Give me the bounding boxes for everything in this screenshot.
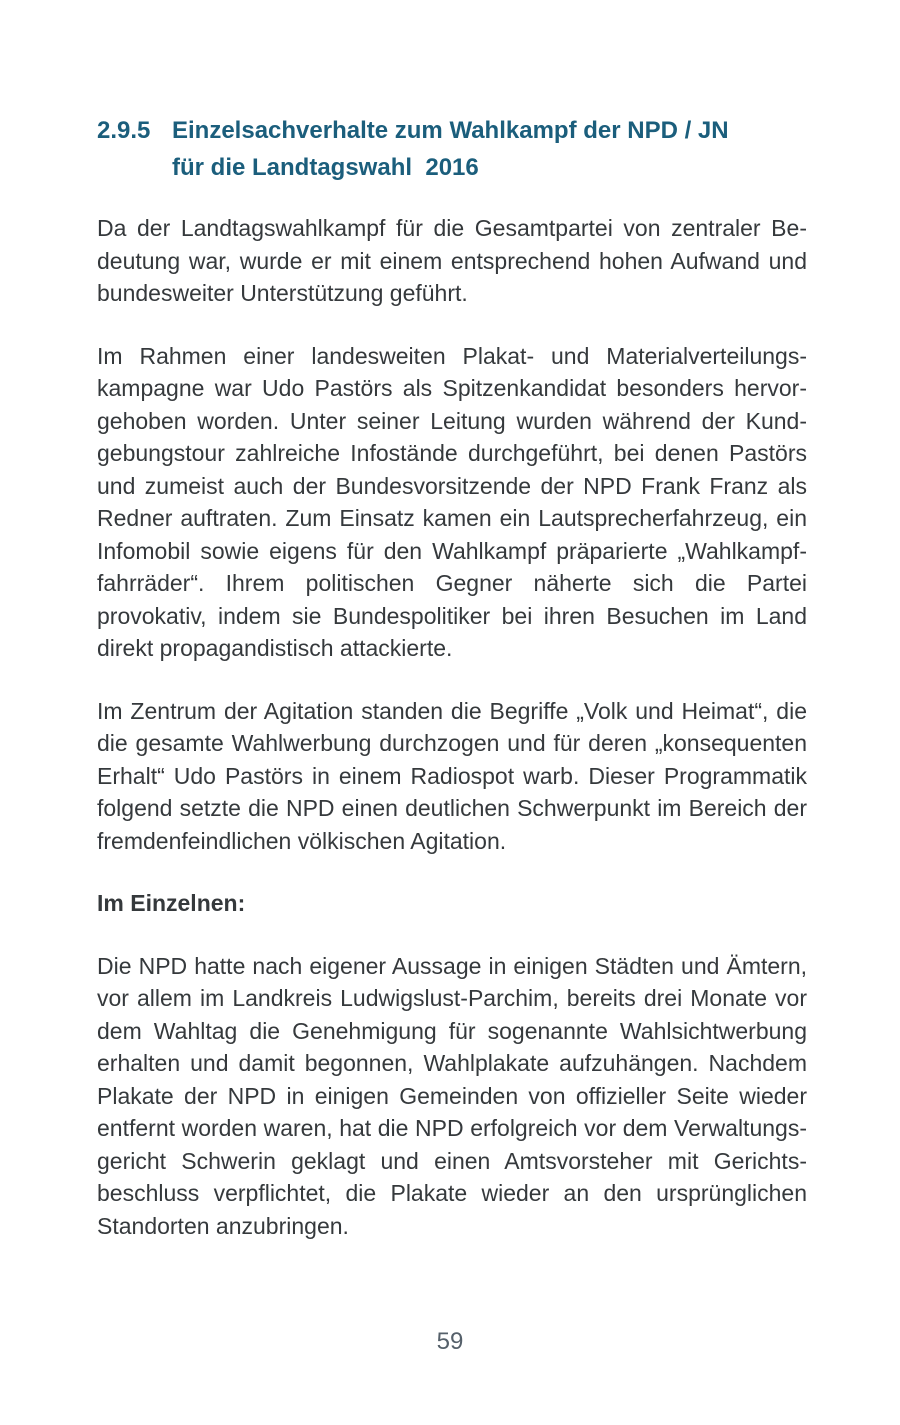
section-title-line2: für die Landtagswahl 2016	[172, 154, 479, 181]
section-heading	[97, 112, 807, 186]
page-number: 59	[436, 1328, 464, 1355]
text-column	[97, 112, 807, 1272]
paragraph: Im Rahmen einer landesweiten Plakat- und Materialverteilungskampagne war Udo Pastörs als Spitzenkandidat besonders hervorgehoben worden. Unter seiner Leitung wurden während der Kundgebungstour zahlreiche Infostände durchgeführt, bei denen Pastörs und zumeist auch der Bundesvorsitzende der NPD Frank Franz als Redner auftraten. Zum Einsatz kamen ein Lautsprecherfahrzeug, ein Infomobil sowie eigens für den Wahlkampf präparierte „Wahlkampffahrräder“. Ihrem politischen Gegner näherte sich die Partei provokativ, indem sie Bundespolitiker bei ihren Besuchen im Land direkt propagandistisch attackierte.	[97, 342, 807, 661]
paragraph: Die NPD hatte nach eigener Aussage in einigen Städten und Ämtern, vor allem im Landkreis Ludwigslust-Parchim, bereits drei Monate vor dem Wahltag die Genehmigung für sogenannte Wahlsichtwerbung erhalten und damit begonnen, Wahlplakate aufzuhängen. Nachdem Plakate der NPD in einigen Gemeinden von offizieller Seite wieder entfernt worden waren, hat die NPD erfolgreich vor dem Verwaltungsgericht Schwerin geklagt und einen Amtsvorsteher mit Gerichtsbeschluss verpflichtet, die Plakate wieder an den ursprünglichen Standorten anzubringen.	[97, 952, 807, 1239]
section-number: 2.9.5	[97, 117, 151, 144]
paragraph: Da der Landtagswahlkampf für die Gesamtpartei von zentraler Bedeutung war, wurde er mit einem entsprechend hohen Aufwand und bundesweiter Unterstützung geführt.	[97, 215, 807, 306]
body-text	[97, 212, 807, 1242]
subheading-label: Im Einzelnen:	[97, 890, 246, 916]
section-title-line1: Einzelsachverhalte zum Wahlkampf der NPD / JN	[172, 117, 729, 144]
section-title	[172, 112, 729, 186]
paragraph: Im Zentrum der Agitation standen die Begriffe „Volk und Heimat“, die die gesamte Wahlwerbung durchzogen und für deren „konsequenten Erhalt“ Udo Pastörs in einem Radiospot warb. Dieser Programmatik folgend setzte die NPD einen deutlichen Schwerpunkt im Bereich der fremdenfeindlichen völkischen Agitation.	[97, 697, 807, 854]
